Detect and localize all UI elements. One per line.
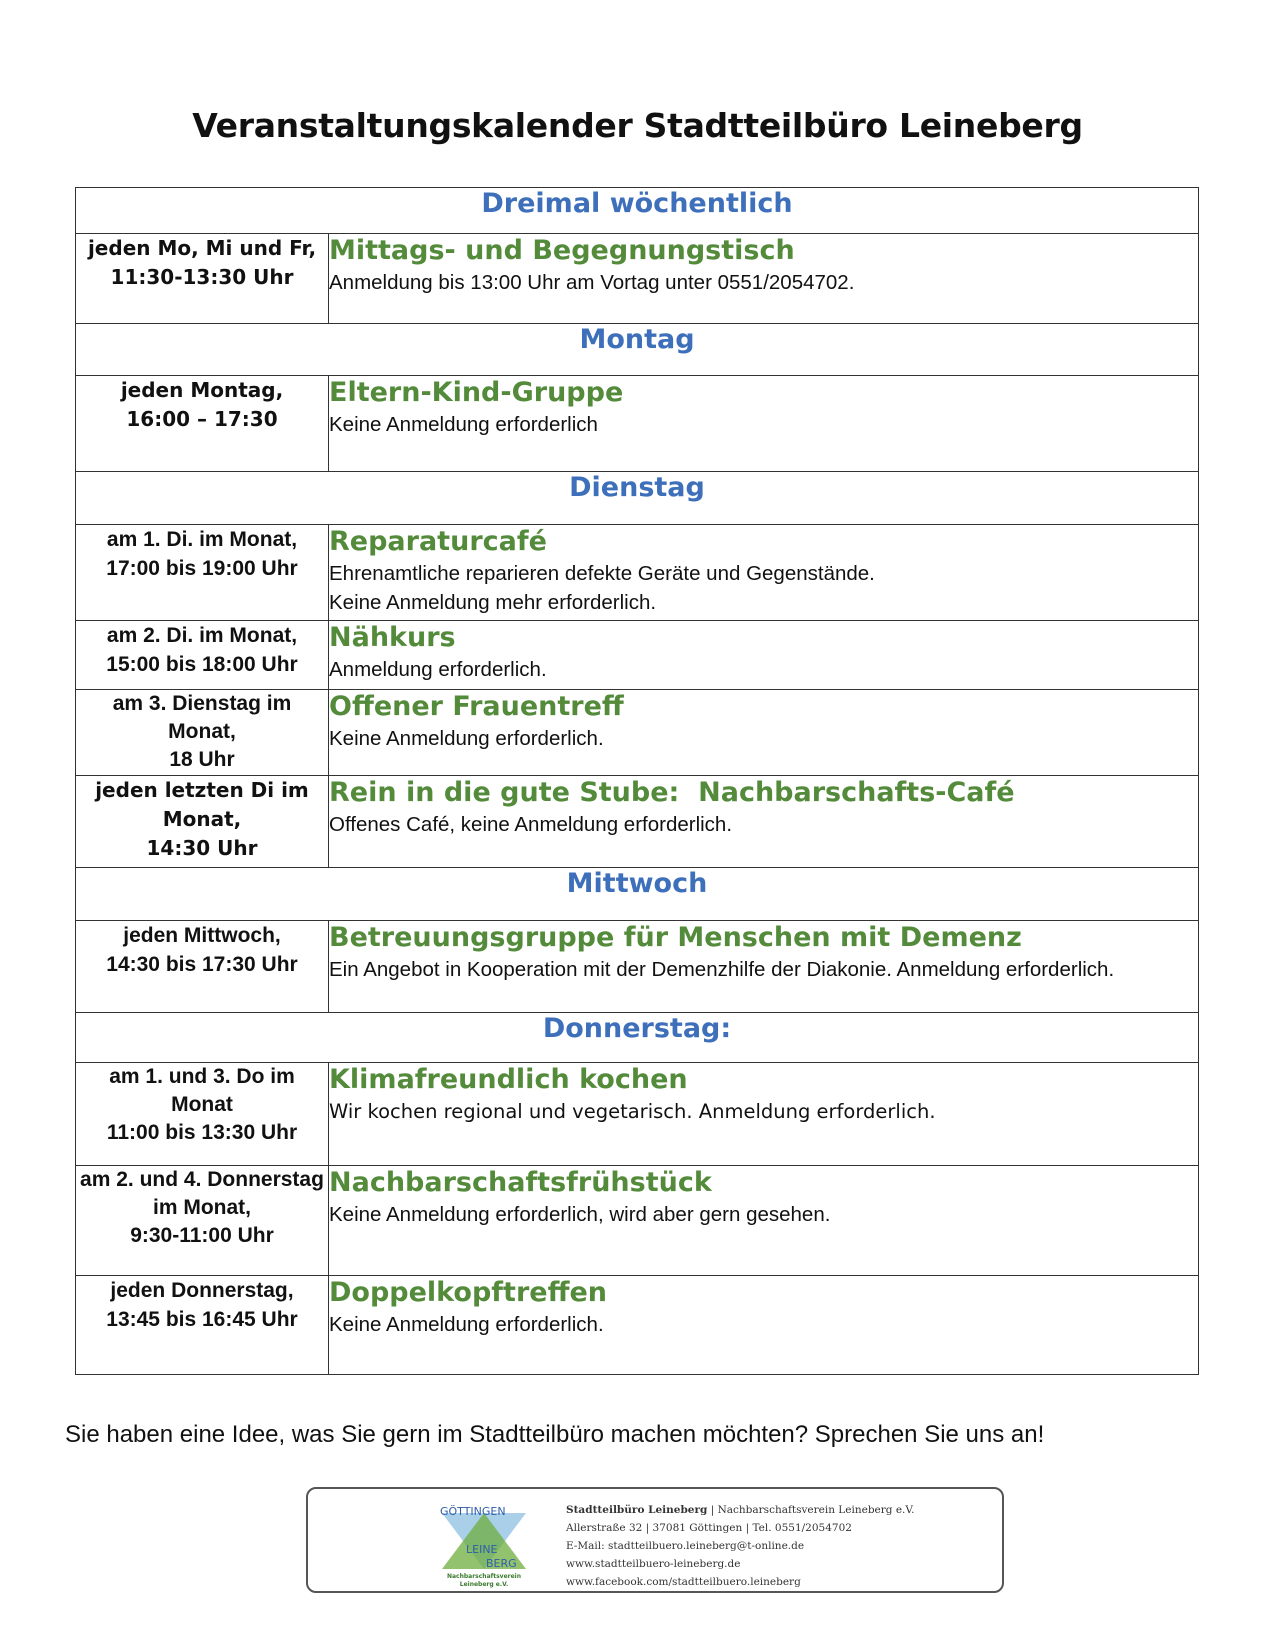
contact-info [566,1501,914,1591]
event-name: Rein in die gute Stube: Nachbarschafts-Café [329,777,1015,808]
event-description: Anmeldung erforderlich. [329,658,547,681]
event-name: Klimafreundlich kochen [329,1064,688,1095]
event-row [76,776,1199,868]
contact-address: Allerstraße 32 | 37081 Göttingen | Tel. 0551/2054702 [566,1522,852,1534]
event-row [76,690,1199,776]
event-description: Anmeldung bis 13:00 Uhr am Vortag unter 0551/2054702. [329,271,855,294]
event-description: Ehrenamtliche reparieren defekte Geräte und Gegenstände. [329,562,875,585]
event-name: Eltern-Kind-Gruppe [329,377,624,408]
event-description: Keine Anmeldung erforderlich, wird aber gern gesehen. [329,1203,831,1226]
event-row [76,1166,1199,1276]
event-row [76,234,1199,324]
contact-email: E-Mail: stadtteilbuero.leineberg@t-online.de [566,1540,805,1552]
section-heading: Dreimal wöchentlich [76,188,1199,234]
event-name: Offener Frauentreff [329,691,624,722]
event-row [76,376,1199,472]
organization-logo: GÖTTINGEN LEINE BERG Nachbarschaftsverein Leineberg e.V. [434,1501,534,1591]
event-calendar-table [75,187,1199,1375]
footer-question: Sie haben eine Idee, was Sie gern im Stadtteilbüro machen möchten? Sprechen Sie uns an! [65,1421,1045,1448]
event-description: Ein Angebot in Kooperation mit der Demenzhilfe der Diakonie. Anmeldung erforderlich. [329,958,1115,981]
event-time: jeden Donnerstag, 13:45 bis 16:45 Uhr [76,1276,329,1375]
event-name: Nähkurs [329,622,456,653]
event-time: am 3. Dienstag im Monat, 18 Uhr [76,690,329,776]
event-name: Nachbarschaftsfrühstück [329,1167,712,1198]
event-name: Reparaturcafé [329,526,547,557]
event-time: am 1. und 3. Do im Monat 11:00 bis 13:30 Uhr [76,1063,329,1166]
contact-card [306,1487,1004,1593]
event-row [76,1276,1199,1375]
section-heading: Montag [76,324,1199,376]
event-description: Keine Anmeldung mehr erforderlich. [329,591,657,614]
contact-website: www.stadtteilbuero-leineberg.de [566,1558,741,1570]
event-name: Doppelkopftreffen [329,1277,607,1308]
event-row [76,921,1199,1013]
event-time: jeden letzten Di im Monat, 14:30 Uhr [76,776,329,868]
event-description: Keine Anmeldung erforderlich. [329,1313,604,1336]
contact-facebook: www.facebook.com/stadtteilbuero.leineberg [566,1576,801,1588]
section-heading: Mittwoch [76,868,1199,921]
event-time: am 1. Di. im Monat, 17:00 bis 19:00 Uhr [76,525,329,621]
event-row [76,1063,1199,1166]
contact-org-name: Stadtteilbüro Leineberg [566,1504,708,1516]
section-heading: Dienstag [76,472,1199,525]
event-row [76,621,1199,690]
event-description: Wir kochen regional und vegetarisch. Anmeldung erforderlich. [329,1100,936,1123]
event-time: jeden Mittwoch, 14:30 bis 17:30 Uhr [76,921,329,1013]
event-time: am 2. Di. im Monat, 15:00 bis 18:00 Uhr [76,621,329,690]
page-title: Veranstaltungskalender Stadtteilbüro Leineberg [192,106,1083,145]
event-time: jeden Montag, 16:00 – 17:30 [76,376,329,472]
event-name: Mittags- und Begegnungstisch [329,235,795,266]
event-description: Offenes Café, keine Anmeldung erforderlich. [329,813,733,836]
event-description: Keine Anmeldung erforderlich. [329,727,604,750]
event-time: jeden Mo, Mi und Fr, 11:30-13:30 Uhr [76,234,329,324]
contact-org-rest: | Nachbarschaftsverein Leineberg e.V. [707,1504,915,1516]
event-row [76,525,1199,621]
event-time: am 2. und 4. Donnerstag im Monat, 9:30-11:00 Uhr [76,1166,329,1276]
event-name: Betreuungsgruppe für Menschen mit Demenz [329,922,1022,953]
event-description: Keine Anmeldung erforderlich [329,413,598,436]
section-heading: Donnerstag: [76,1013,1199,1063]
